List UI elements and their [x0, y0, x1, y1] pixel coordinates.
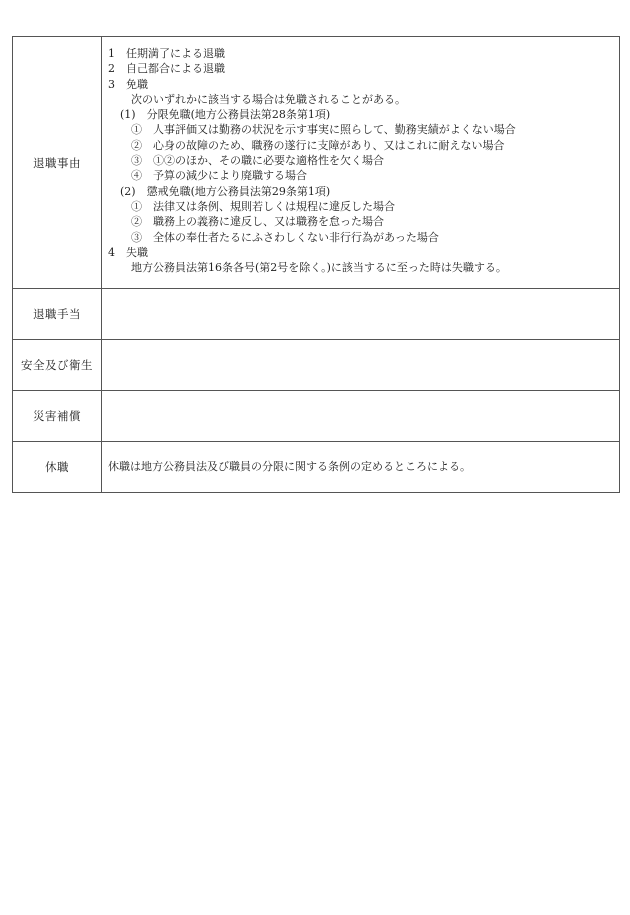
- list-item: ③ 全体の奉仕者たるにふさわしくない非行行為があった場合: [131, 230, 439, 244]
- retirement-allowance-content: [102, 289, 620, 340]
- accident-compensation-content: [102, 391, 620, 442]
- list-item: 3 免職: [108, 77, 148, 91]
- row-label-retirement-allowance: 退職手当: [13, 289, 102, 340]
- table-row: [13, 442, 620, 493]
- list-item: 4 失職: [108, 245, 148, 259]
- table-row: [13, 37, 620, 289]
- row-label-leave-of-absence: 休職: [13, 442, 102, 493]
- table-row: [13, 391, 620, 442]
- list-item: 2 自己都合による退職: [108, 62, 225, 76]
- safety-hygiene-content: [102, 340, 620, 391]
- employment-terms-table: [12, 36, 620, 493]
- list-item: ① 人事評価又は勤務の状況を示す事実に照らして、勤務実績がよくない場合: [131, 123, 516, 137]
- list-item: ④ 予算の減少により廃職する場合: [131, 169, 307, 183]
- list-item: 地方公務員法第16条各号(第2号を除く。)に該当するに至った時は失職する。: [131, 261, 507, 275]
- list-item: 1 任期満了による退職: [108, 47, 225, 60]
- row-label-accident-compensation: 災害補償: [13, 391, 102, 442]
- list-item: 次のいずれかに該当する場合は免職されることがある。: [131, 92, 406, 106]
- list-item: ② 心身の故障のため、職務の遂行に支障があり、又はこれに耐えない場合: [131, 138, 505, 152]
- leave-of-absence-content: 休職は地方公務員法及び職員の分限に関する条例の定めるところによる。: [102, 442, 620, 493]
- retirement-reasons-content: [102, 37, 620, 289]
- list-item: (1) 分限免職(地方公務員法第28条第1項): [120, 108, 331, 122]
- list-item: ① 法律又は条例、規則若しくは規程に違反した場合: [131, 199, 395, 213]
- list-item: (2) 懲戒免職(地方公務員法第29条第1項): [120, 184, 331, 198]
- row-label-retirement-reasons: 退職事由: [13, 37, 102, 289]
- table-row: [13, 289, 620, 340]
- list-item: ③ ①②のほか、その職に必要な適格性を欠く場合: [131, 154, 384, 168]
- row-label-safety-hygiene: 安全及び衛生: [13, 340, 102, 391]
- list-item: ② 職務上の義務に違反し、又は職務を怠った場合: [131, 215, 384, 229]
- table-row: [13, 340, 620, 391]
